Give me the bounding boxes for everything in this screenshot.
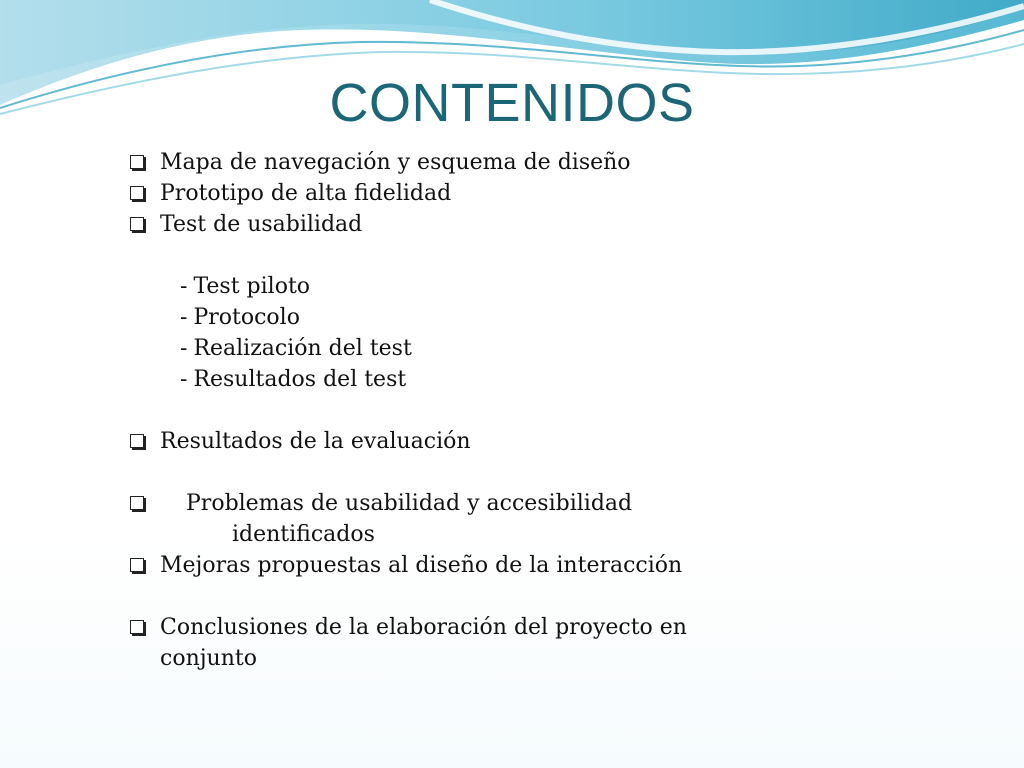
dash-marker: - <box>180 274 188 299</box>
list-item <box>128 550 748 581</box>
list-item-label: Prototipo de alta fidelidad <box>160 181 452 206</box>
list-item <box>128 426 748 457</box>
list-item-label: Resultados de la evaluación <box>160 429 471 454</box>
list-item-label: Problemas de usabilidad y accesibilidad <box>186 491 633 516</box>
checkbox-bullet-icon <box>130 496 144 510</box>
dash-marker: - <box>180 367 188 392</box>
list-item-label: Mejoras propuestas al diseño de la interacción <box>160 553 683 578</box>
list-item-label: Test de usabilidad <box>160 212 363 237</box>
list-item-label: Conclusiones de la elaboración del proyecto en <box>160 615 687 640</box>
list-item-label-continuation: identificados <box>232 522 375 547</box>
sub-list-item <box>128 302 748 333</box>
dash-marker: - <box>180 336 188 361</box>
sub-list-item-label: Resultados del test <box>193 367 407 392</box>
checkbox-bullet-icon <box>130 434 144 448</box>
checkbox-bullet-icon <box>130 186 144 200</box>
slide-title: CONTENIDOS <box>329 73 695 133</box>
sub-list-item <box>128 333 748 364</box>
list-item-label-continuation: conjunto <box>160 646 257 671</box>
list-item <box>128 147 748 178</box>
sub-list-item <box>128 364 748 395</box>
list-item <box>128 612 748 674</box>
sub-list-item-label: Realización del test <box>193 336 412 361</box>
sub-list-item-label: Protocolo <box>193 305 300 330</box>
sub-list-item-label: Test piloto <box>193 274 311 299</box>
contents-list <box>128 147 748 674</box>
list-item <box>128 209 748 240</box>
list-item <box>128 178 748 209</box>
dash-marker: - <box>180 305 188 330</box>
checkbox-bullet-icon <box>130 558 144 572</box>
list-item <box>128 488 748 550</box>
list-item-label: Mapa de navegación y esquema de diseño <box>160 150 631 175</box>
checkbox-bullet-icon <box>130 155 144 169</box>
checkbox-bullet-icon <box>130 620 144 634</box>
checkbox-bullet-icon <box>130 217 144 231</box>
sub-list-item <box>128 271 748 302</box>
